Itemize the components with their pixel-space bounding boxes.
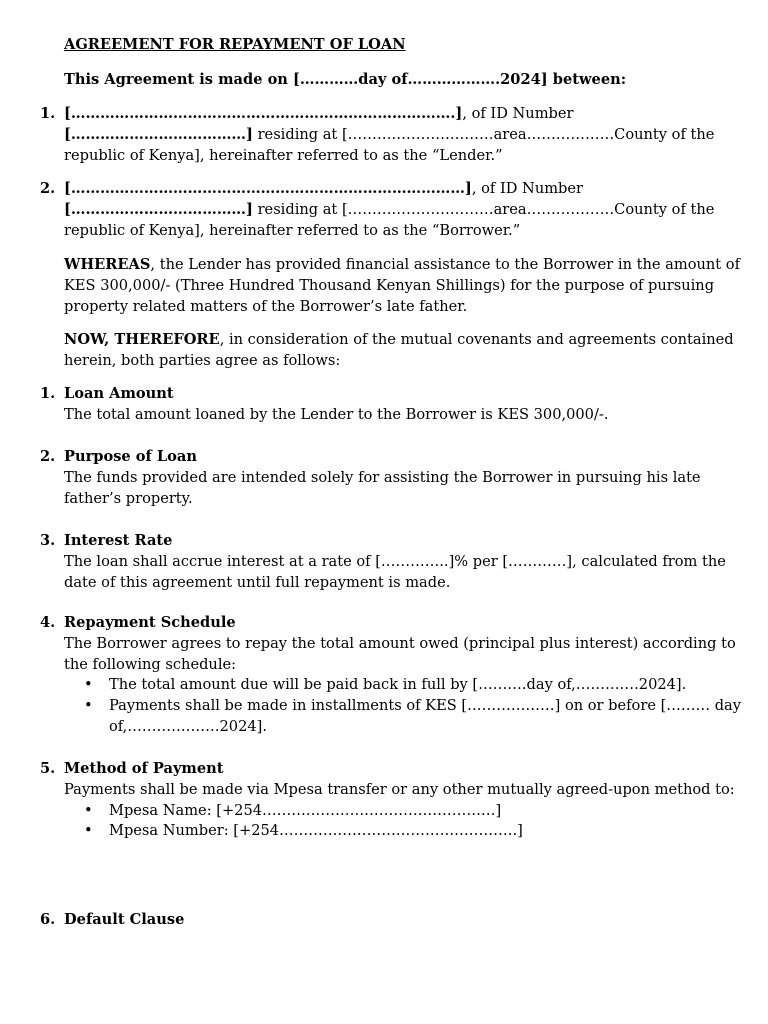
now-therefore-paragraph bbox=[64, 330, 744, 372]
clause-heading: Repayment Schedule bbox=[64, 614, 236, 631]
party-number: 2. bbox=[40, 180, 56, 197]
document-title-block bbox=[64, 35, 744, 56]
list-item-text: Mpesa Number: [+254………………………………………….] bbox=[109, 822, 523, 840]
clause-body: The loan shall accrue interest at a rate of […………..]% per […………], calculated from the date of this agreement until full repayment is made. bbox=[64, 552, 726, 591]
party-id-blank: [………………………………] bbox=[64, 200, 253, 218]
party-address: […………………………area………………County of the republic of Kenya], hereinafter referred to as the “Borrower.” bbox=[64, 200, 715, 239]
clause-purpose-of-loan bbox=[40, 447, 744, 509]
whereas-lead: WHEREAS bbox=[64, 256, 151, 273]
clause-heading: Loan Amount bbox=[64, 385, 174, 402]
clause-body: The total amount loaned by the Lender to the Borrower is KES 300,000/-. bbox=[64, 405, 609, 423]
clause-number: 5. bbox=[40, 760, 56, 777]
document-title: AGREEMENT FOR REPAYMENT OF LOAN bbox=[64, 36, 406, 53]
party-lender bbox=[40, 104, 744, 166]
party-name-blank: […………………………………………………………………….] bbox=[64, 105, 463, 122]
clause-repayment-schedule bbox=[40, 613, 744, 738]
clause-number: 1. bbox=[40, 385, 56, 402]
now-therefore-lead: NOW, THEREFORE bbox=[64, 331, 220, 348]
party-name-blank: [………………………………………………………………………] bbox=[64, 180, 472, 197]
party-residing-label: residing at bbox=[252, 125, 338, 143]
list-item bbox=[64, 821, 744, 842]
bullet-icon: • bbox=[84, 801, 93, 819]
clause-method-of-payment bbox=[40, 759, 744, 842]
bullet-list bbox=[64, 801, 744, 843]
party-text bbox=[64, 179, 744, 241]
list-item-text: Payments shall be made in installments of KES [………………] on or before [……… day of,……………….2024]. bbox=[109, 697, 741, 735]
clause-number: 2. bbox=[40, 448, 56, 465]
clause-number: 4. bbox=[40, 614, 56, 631]
clause-heading: Purpose of Loan bbox=[64, 448, 197, 465]
clause-number: 3. bbox=[40, 532, 56, 549]
clause-default bbox=[40, 910, 744, 931]
party-number: 1. bbox=[40, 105, 56, 122]
bullet-list bbox=[64, 675, 744, 737]
list-item-text: The total amount due will be paid back in full by [……….day of,………….2024]. bbox=[109, 676, 687, 694]
whereas-paragraph bbox=[64, 255, 744, 317]
whereas-body: , the Lender has provided financial assistance to the Borrower in the amount of KES 300,000/- (Three Hundred Thousand Kenyan Shillings) for the purpose of pursuing property related matters of the Borrower’s late father. bbox=[64, 256, 740, 315]
whereas-text bbox=[64, 255, 744, 317]
clause-heading: Default Clause bbox=[64, 911, 185, 928]
clause-body: The Borrower agrees to repay the total amount owed (principal plus interest) according to the following schedule: bbox=[64, 634, 736, 673]
clause-interest-rate bbox=[40, 531, 744, 593]
party-text bbox=[64, 104, 744, 166]
bullet-icon: • bbox=[84, 822, 93, 840]
clause-body: Payments shall be made via Mpesa transfer or any other mutually agreed-upon method to: bbox=[64, 780, 735, 798]
now-therefore-body: , in consideration of the mutual covenants and agreements contained herein, both parties agree as follows: bbox=[64, 331, 734, 369]
list-item bbox=[64, 675, 744, 696]
clause-heading: Method of Payment bbox=[64, 760, 224, 777]
bullet-icon: • bbox=[84, 697, 93, 715]
party-borrower bbox=[40, 179, 744, 241]
clause-heading: Interest Rate bbox=[64, 532, 173, 549]
party-id-blank: [………………………………] bbox=[64, 125, 253, 143]
intro-line: This Agreement is made on […………day of……………….2024] between: bbox=[64, 71, 627, 88]
clause-body: The funds provided are intended solely for assisting the Borrower in pursuing his late father’s property. bbox=[64, 468, 701, 507]
party-id-label: , of ID Number bbox=[471, 180, 584, 197]
clause-loan-amount bbox=[40, 384, 744, 426]
clause-number: 6. bbox=[40, 911, 56, 928]
party-id-label: , of ID Number bbox=[462, 105, 574, 122]
list-item bbox=[64, 801, 744, 822]
party-residing-label: residing at bbox=[252, 200, 338, 218]
party-address: […………………………area………………County of the republic of Kenya], hereinafter referred to as the “Lender.” bbox=[64, 125, 715, 164]
list-item-text: Mpesa Name: [+254…………………………………………] bbox=[109, 801, 502, 819]
intro-block bbox=[64, 70, 744, 91]
list-item bbox=[64, 696, 744, 738]
bullet-icon: • bbox=[84, 676, 93, 694]
now-therefore-text bbox=[64, 330, 744, 372]
